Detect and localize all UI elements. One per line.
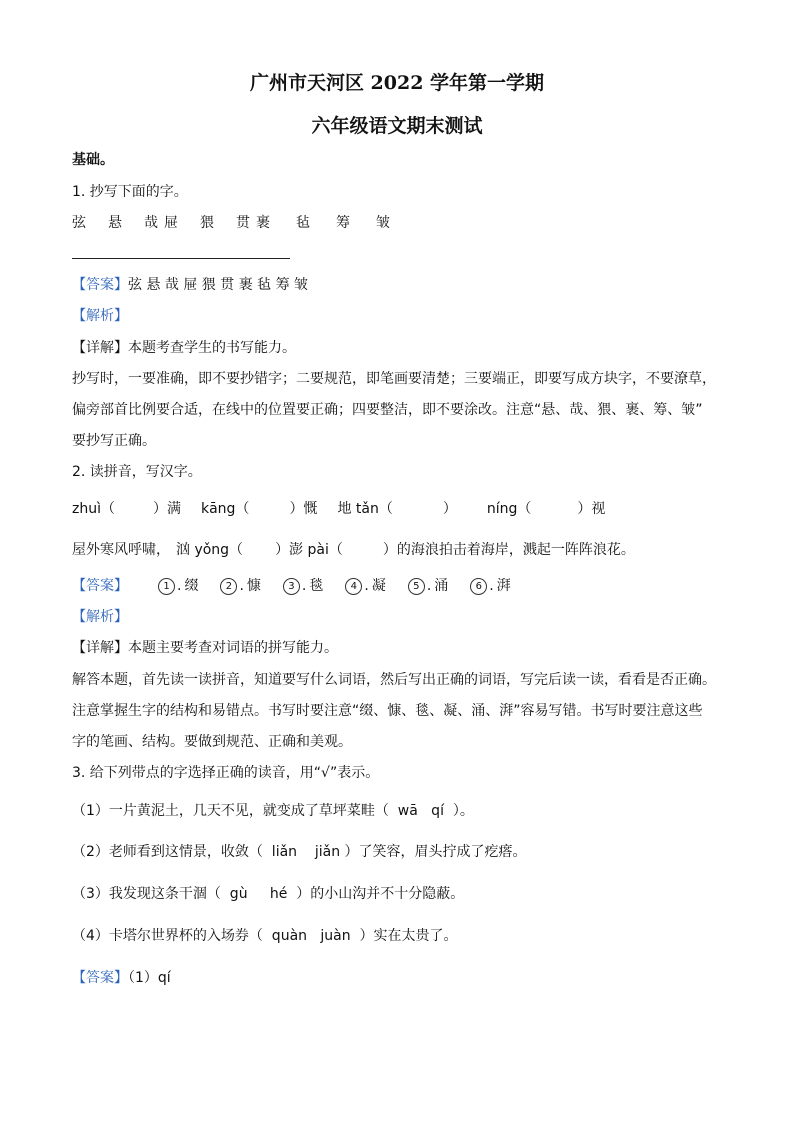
answer-char: 湃 <box>496 578 511 594</box>
circled-number: 1 <box>158 578 175 595</box>
answer-tag: 【答案】 <box>72 970 128 986</box>
q1-char: 弦 <box>72 215 86 231</box>
q1-char: 悬 <box>108 215 122 231</box>
q2-answer-item: 6 . 湃 <box>470 576 510 596</box>
circled-number: 4 <box>345 578 362 595</box>
q3-item-4: （4）卡塔尔世界杯的入场券（ quàn juàn ）实在太贵了。 <box>72 928 458 944</box>
q1-explain-3: 要抄写正确。 <box>72 433 156 449</box>
circled-number: 5 <box>408 578 425 595</box>
q2-analysis-tag: 【解析】 <box>72 609 128 625</box>
pinyin-mid: ）澎 pài（ <box>275 542 343 558</box>
q1-char-row <box>72 213 412 233</box>
q1-char: 裹 <box>256 215 270 231</box>
q1-char: 筹 <box>336 215 350 231</box>
q2-prompt: 2. 读拼音，写汉字。 <box>72 464 202 480</box>
answer-char: 凝 <box>371 578 386 594</box>
answer-char: 涌 <box>434 578 449 594</box>
document-title: 广州市天河区 2022 学年第一学期 <box>249 72 545 94</box>
q2-detail-text: 本题主要考查对词语的拼写能力。 <box>128 640 338 656</box>
q3-answer <box>72 968 171 988</box>
q2-answer-item: 5 . 涌 <box>408 576 448 596</box>
q1-char: 毡 <box>296 215 310 231</box>
q3-item-1: （1）一片黄泥土，几天不见，就变成了草坪菜畦（ wā qí ）。 <box>72 803 474 819</box>
answer-char: 缀 <box>184 578 199 594</box>
circled-number: 6 <box>470 578 487 595</box>
q1-char: 屉 <box>164 215 178 231</box>
q3-item-3: （3）我发现这条干涸（ gù hé ）的小山沟并不十分隐蔽。 <box>72 886 465 902</box>
section-heading: 基础。 <box>72 152 114 168</box>
q1-answer <box>72 275 308 295</box>
pinyin-prefix: níng（ <box>486 501 532 517</box>
detail-tag: 【详解】 <box>72 640 128 656</box>
pinyin-suffix: ）满 <box>152 501 181 517</box>
circled-number: 3 <box>283 578 300 595</box>
answer-char: 毯 <box>309 578 324 594</box>
q1-explain-1: 抄写时，一要准确，即不要抄错字；二要规范，即笔画要清楚；三要端正，即要写成方块字，不要潦草， <box>72 371 716 387</box>
q3-item-2: （2）老师看到这情景，收敛（ liǎn jiǎn ）了笑容，眉头拧成了疙瘩。 <box>72 844 527 860</box>
q2-answer-item: 1 . 缀 <box>158 576 198 596</box>
q2-answer-item: 4 . 凝 <box>345 576 385 596</box>
circled-number: 2 <box>220 578 237 595</box>
pinyin-suffix: ）慨 <box>289 501 318 517</box>
q2-pinyin-row-1 <box>72 499 605 519</box>
q1-prompt: 1. 抄写下面的字。 <box>72 184 188 200</box>
answer-tag: 【答案】 <box>72 578 128 594</box>
q1-answer-text: 弦 悬 哉 屉 猥 贯 裹 毡 筹 皱 <box>128 277 309 293</box>
q2-detail <box>72 638 338 658</box>
pinyin-suffix: ）视 <box>577 501 606 517</box>
q2-explain-3: 字的笔画、结构。要做到规范、正确和美观。 <box>72 734 352 750</box>
answer-tag: 【答案】 <box>72 277 128 293</box>
q1-char: 贯 <box>236 215 250 231</box>
q1-detail <box>72 338 296 358</box>
q1-analysis-tag: 【解析】 <box>72 308 128 324</box>
q1-detail-text: 本题考查学生的书写能力。 <box>128 340 296 356</box>
q2-answer-item: 3 . 毯 <box>283 576 323 596</box>
detail-tag: 【详解】 <box>72 340 128 356</box>
sentence-text: ）的海浪拍击着海岸，溅起一阵阵浪花。 <box>382 542 635 558</box>
pinyin-prefix: 汹 yǒng（ <box>176 542 244 558</box>
answer-char: 慷 <box>246 578 261 594</box>
pinyin-prefix: zhuì（ <box>72 501 115 517</box>
answer-underline <box>72 258 290 259</box>
q2-explain-2: 注意掌握生字的结构和易错点。书写时要注意“缀、慷、毯、凝、涌、湃”容易写错。书写时要注意这些 <box>72 703 703 719</box>
q2-answer <box>72 576 533 596</box>
q3-answer-text: （1）qí <box>128 970 171 986</box>
q3-prompt: 3. 给下列带点的字选择正确的读音，用“√”表示。 <box>72 765 380 781</box>
q1-char: 哉 <box>144 215 158 231</box>
q2-pinyin-row-2 <box>72 540 635 560</box>
q2-answer-item: 2 . 慷 <box>220 576 260 596</box>
pinyin-prefix: kāng（ <box>200 501 250 517</box>
q1-char: 猥 <box>200 215 214 231</box>
document-subtitle: 六年级语文期末测试 <box>311 115 483 137</box>
q2-explain-1: 解答本题，首先读一读拼音，知道要写什么词语，然后写出正确的词语，写完后读一读，看看是否正确。 <box>72 672 716 688</box>
pinyin-prefix: 地 tǎn（ <box>337 501 393 517</box>
sentence-text: 屋外寒风呼啸， <box>72 542 170 558</box>
q1-char: 皱 <box>376 215 390 231</box>
pinyin-suffix: ） <box>442 501 457 517</box>
q1-explain-2: 偏旁部首比例要合适，在线中的位置要正确；四要整洁，即不要涂改。注意“悬、哉、猥、裹、筹、皱” <box>72 402 703 418</box>
